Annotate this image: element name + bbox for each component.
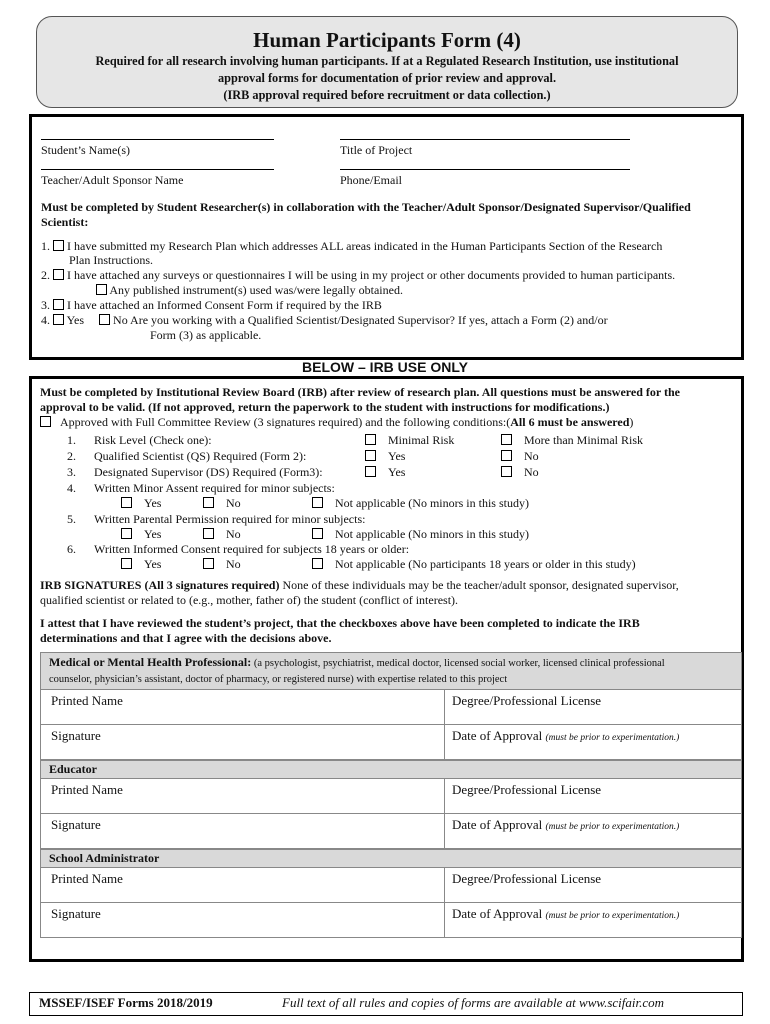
irb-approved: Approved with Full Committee Review (3 signatures required) and the following conditions:(All 6 must be answered) bbox=[40, 415, 633, 430]
q6-na-checkbox[interactable] bbox=[312, 558, 323, 569]
q6-num: 6. bbox=[67, 542, 76, 556]
form-header bbox=[36, 16, 738, 108]
q4-na: Not applicable (No minors in this study) bbox=[312, 496, 529, 511]
student-item-4-cont: Form (3) as applicable. bbox=[150, 328, 262, 342]
q3-text: Designated Supervisor (DS) Required (Form3): bbox=[94, 465, 323, 479]
q6-yes-checkbox[interactable] bbox=[121, 558, 132, 569]
educator-date[interactable]: Date of Approval (must be prior to experimentation.) bbox=[452, 817, 680, 832]
irb-intro-1: Must be completed by Institutional Review Board (IRB) after review of research plan. All questions must be answered for the bbox=[40, 385, 680, 399]
q5-na: Not applicable (No minors in this study) bbox=[312, 527, 529, 542]
medical-date[interactable]: Date of Approval (must be prior to experimentation.) bbox=[452, 728, 680, 743]
q1-opt1: Minimal Risk bbox=[365, 433, 454, 448]
administrator-signature[interactable]: Signature bbox=[41, 903, 445, 937]
administrator-date[interactable]: Date of Approval (must be prior to experimentation.) bbox=[452, 906, 680, 921]
q5-yes: Yes bbox=[121, 527, 161, 542]
attestation-2: determinations and that I agree with the decisions above. bbox=[40, 631, 332, 645]
administrator-signature-row bbox=[41, 903, 741, 937]
irb-heading: BELOW – IRB USE ONLY bbox=[302, 359, 468, 375]
item-2-sub-checkbox[interactable] bbox=[96, 284, 107, 295]
q5-na-checkbox[interactable] bbox=[312, 528, 323, 539]
student-item-2: 2. I have attached any surveys or questionnaires I will be using in my project or other documents provided to human participants. bbox=[41, 268, 676, 282]
administrator-printed-name[interactable]: Printed Name bbox=[41, 868, 445, 902]
project-title-label: Title of Project bbox=[340, 143, 413, 157]
item-4-no-checkbox[interactable] bbox=[99, 314, 110, 325]
students-name-line[interactable] bbox=[41, 139, 274, 140]
sponsor-name-line[interactable] bbox=[41, 169, 274, 170]
q4-num: 4. bbox=[67, 481, 76, 495]
q1-num: 1. bbox=[67, 433, 76, 447]
q3-num: 3. bbox=[67, 465, 76, 479]
medical-band: Medical or Mental Health Professional: (a psychologist, psychiatrist, medical doctor, licensed social worker, licensed clinical professional counselor, physician’s assistant, doctor of pharmacy, or registered nurse) with expertise related to this project bbox=[41, 653, 741, 690]
form-title: Human Participants Form (4) bbox=[253, 28, 521, 52]
student-item-1: 1. I have submitted my Research Plan which addresses ALL areas indicated in the Human Participants Section of the Research bbox=[41, 239, 663, 253]
q5-no: No bbox=[203, 527, 241, 542]
medical-degree[interactable]: Degree/Professional License bbox=[452, 693, 602, 708]
q2-opt1: Yes bbox=[365, 449, 405, 464]
header-line-3: (IRB approval required before recruitment or data collection.) bbox=[223, 88, 551, 102]
item-2-checkbox[interactable] bbox=[53, 269, 64, 280]
footer-form-id: MSSEF/ISEF Forms 2018/2019 bbox=[39, 995, 213, 1010]
q4-no-checkbox[interactable] bbox=[203, 497, 214, 508]
header-line-1: Required for all research involving human participants. If at a Regulated Research Institution, use institutional bbox=[95, 54, 679, 68]
approved-checkbox[interactable] bbox=[40, 416, 51, 427]
project-title-line[interactable] bbox=[340, 139, 630, 140]
irb-intro-2: approval to be valid. (If not approved, return the paperwork to the student with instructions for modifications.) bbox=[40, 400, 610, 414]
q5-text: Written Parental Permission required for minor subjects: bbox=[94, 512, 366, 526]
minimal-risk-checkbox[interactable] bbox=[365, 434, 376, 445]
more-than-minimal-risk-checkbox[interactable] bbox=[501, 434, 512, 445]
q6-no-checkbox[interactable] bbox=[203, 558, 214, 569]
q3-opt2: No bbox=[501, 465, 539, 480]
phone-email-line[interactable] bbox=[340, 169, 630, 170]
form-footer bbox=[29, 992, 743, 1016]
q6-yes: Yes bbox=[121, 557, 161, 572]
item-3-checkbox[interactable] bbox=[53, 299, 64, 310]
qs-yes-checkbox[interactable] bbox=[365, 450, 376, 461]
educator-signature-row bbox=[41, 814, 741, 849]
educator-band: Educator bbox=[41, 760, 741, 779]
phone-email-label: Phone/Email bbox=[340, 173, 402, 187]
student-item-1-cont: Plan Instructions. bbox=[69, 253, 153, 267]
educator-name-row bbox=[41, 779, 741, 814]
administrator-band: School Administrator bbox=[41, 849, 741, 868]
q4-na-checkbox[interactable] bbox=[312, 497, 323, 508]
q5-yes-checkbox[interactable] bbox=[121, 528, 132, 539]
student-instruction-2: Scientist: bbox=[41, 215, 89, 229]
student-item-3: 3. I have attached an Informed Consent Form if required by the IRB bbox=[41, 298, 382, 312]
q6-text: Written Informed Consent required for subjects 18 years or older: bbox=[94, 542, 410, 556]
educator-printed-name[interactable]: Printed Name bbox=[41, 779, 445, 813]
student-item-4: 4. Yes No Are you working with a Qualified Scientist/Designated Supervisor? If yes, attach a Form (2) and/or bbox=[41, 313, 608, 327]
educator-degree[interactable]: Degree/Professional License bbox=[452, 782, 602, 797]
q4-yes: Yes bbox=[121, 496, 161, 511]
irb-signatures-heading-2: qualified scientist or related to (e.g., mother, father of) the student (conflict of interest). bbox=[40, 593, 459, 607]
item-4-yes-checkbox[interactable] bbox=[53, 314, 64, 325]
item-1-checkbox[interactable] bbox=[53, 240, 64, 251]
student-instruction-1: Must be completed by Student Researcher(s) in collaboration with the Teacher/Adult Sponsor/Designated Supervisor/Qualified bbox=[41, 200, 691, 214]
medical-signature-row bbox=[41, 725, 741, 760]
attestation-1: I attest that I have reviewed the student’s project, that the checkboxes above have been completed to indicate the IRB bbox=[40, 616, 640, 630]
medical-printed-name[interactable]: Printed Name bbox=[41, 690, 445, 724]
q6-na: Not applicable (No participants 18 years or older in this study) bbox=[312, 557, 636, 572]
header-line-2: approval forms for documentation of prior review and approval. bbox=[217, 71, 557, 85]
q4-no: No bbox=[203, 496, 241, 511]
sponsor-name-label: Teacher/Adult Sponsor Name bbox=[41, 173, 184, 187]
q2-text: Qualified Scientist (QS) Required (Form 2): bbox=[94, 449, 307, 463]
signature-table bbox=[40, 652, 742, 938]
ds-no-checkbox[interactable] bbox=[501, 466, 512, 477]
ds-yes-checkbox[interactable] bbox=[365, 466, 376, 477]
qs-no-checkbox[interactable] bbox=[501, 450, 512, 461]
q1-text: Risk Level (Check one): bbox=[94, 433, 212, 447]
q6-no: No bbox=[203, 557, 241, 572]
footer-note: Full text of all rules and copies of forms are available at www.scifair.com bbox=[282, 995, 665, 1010]
students-name-label: Student’s Name(s) bbox=[41, 143, 130, 157]
medical-signature[interactable]: Signature bbox=[41, 725, 445, 759]
q2-num: 2. bbox=[67, 449, 76, 463]
q1-opt2: More than Minimal Risk bbox=[501, 433, 643, 448]
student-item-2-sub: Any published instrument(s) used was/were legally obtained. bbox=[96, 283, 403, 298]
medical-name-row bbox=[41, 690, 741, 725]
administrator-name-row bbox=[41, 868, 741, 903]
irb-signatures-heading: IRB SIGNATURES (All 3 signatures required) None of these individuals may be the teacher/adult sponsor, designated supervisor, bbox=[40, 578, 679, 592]
q5-num: 5. bbox=[67, 512, 76, 526]
administrator-degree[interactable]: Degree/Professional License bbox=[452, 871, 602, 886]
q3-opt1: Yes bbox=[365, 465, 405, 480]
q5-no-checkbox[interactable] bbox=[203, 528, 214, 539]
q4-yes-checkbox[interactable] bbox=[121, 497, 132, 508]
q4-text: Written Minor Assent required for minor subjects: bbox=[94, 481, 335, 495]
q2-opt2: No bbox=[501, 449, 539, 464]
educator-signature[interactable]: Signature bbox=[41, 814, 445, 848]
